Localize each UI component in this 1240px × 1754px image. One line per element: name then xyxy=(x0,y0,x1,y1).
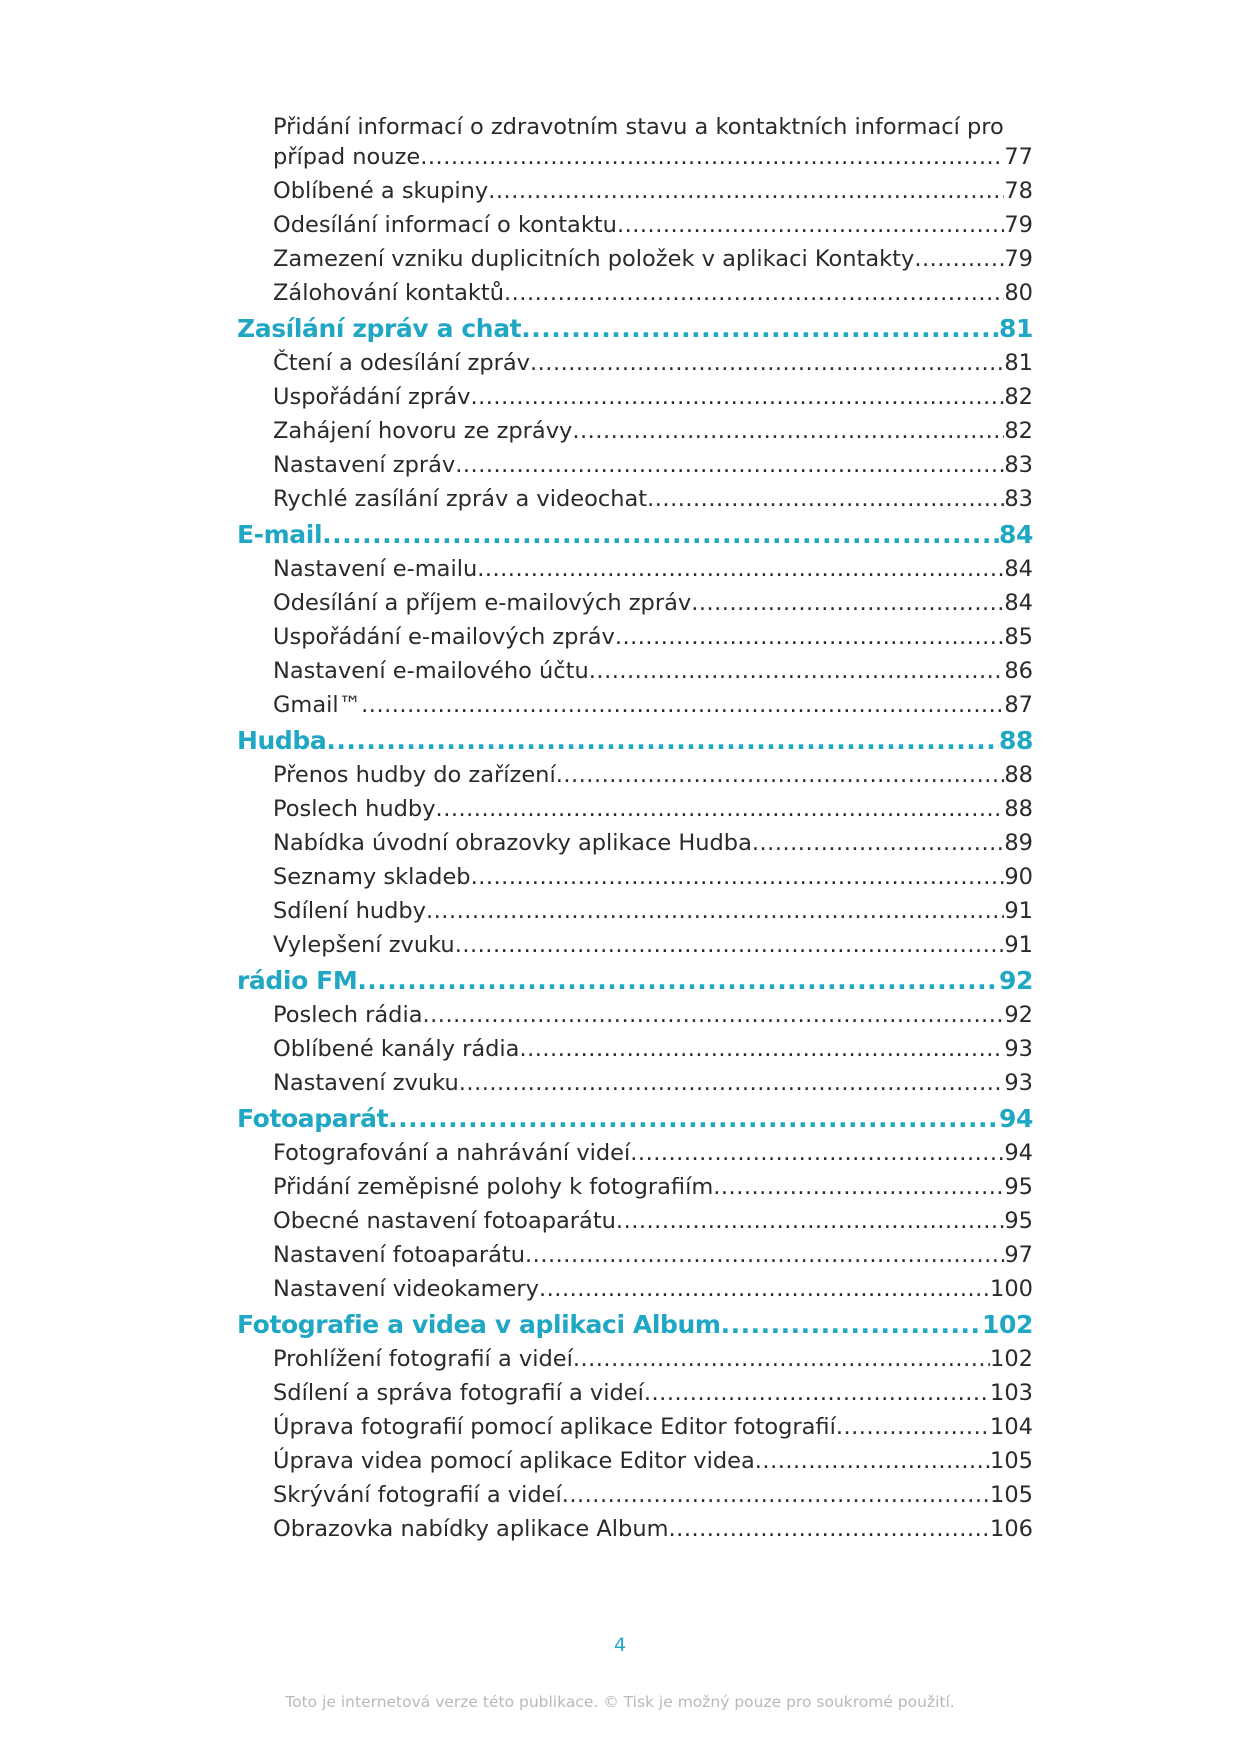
toc-entry-page: 82 xyxy=(1004,384,1033,410)
toc-entry-label: Poslech hudby xyxy=(273,796,436,822)
toc-entry-label: Zasílání zpráv a chat xyxy=(237,314,522,343)
dot-leader xyxy=(914,244,1004,274)
toc-entry-label: Čtení a odesílání zpráv xyxy=(273,350,530,376)
toc-entry-label: Sdílení hudby xyxy=(273,898,426,924)
toc-section-heading[interactable] xyxy=(0,1308,1240,1344)
toc-entry[interactable] xyxy=(0,828,1240,862)
toc-entry-label: Seznamy skladeb xyxy=(273,864,471,890)
toc-entry[interactable] xyxy=(0,244,1240,278)
toc-entry-page: 102 xyxy=(982,1310,1033,1339)
dot-leader xyxy=(572,416,1004,446)
dot-leader xyxy=(423,1000,1005,1030)
toc-entry-page: 91 xyxy=(1004,932,1033,958)
toc-entry-label: Nastavení e-mailu xyxy=(273,556,478,582)
toc-entry-label: Uspořádání zpráv xyxy=(273,384,471,410)
dot-leader xyxy=(471,862,1005,892)
toc-entry[interactable] xyxy=(0,588,1240,622)
toc-entry[interactable] xyxy=(0,656,1240,690)
toc-entry-label: Vylepšení zvuku xyxy=(273,932,455,958)
toc-entry-label: Gmail™ xyxy=(273,692,362,718)
toc-entry-page: 81 xyxy=(1004,350,1033,376)
toc-entry[interactable] xyxy=(0,1000,1240,1034)
dot-leader xyxy=(755,1446,990,1476)
toc-entry-page: 89 xyxy=(1004,830,1033,856)
toc-entry[interactable] xyxy=(0,622,1240,656)
toc-entry-page: 84 xyxy=(1004,556,1033,582)
toc-entry-page: 88 xyxy=(999,726,1033,755)
dot-leader xyxy=(589,656,1005,686)
toc-entry-label: Nastavení fotoaparátu xyxy=(273,1242,526,1268)
toc-entry-label: Přenos hudby do zařízení xyxy=(273,762,556,788)
toc-entry-label: Přidání zeměpisné polohy k fotografiím xyxy=(273,1174,714,1200)
toc-entry-page: 79 xyxy=(1004,246,1033,272)
toc-entry[interactable] xyxy=(0,862,1240,896)
toc-entry[interactable] xyxy=(0,1446,1240,1480)
toc-entry-page: 95 xyxy=(1004,1174,1033,1200)
toc-entry-page: 105 xyxy=(990,1448,1033,1474)
dot-leader xyxy=(357,964,999,998)
toc-entry[interactable] xyxy=(0,1378,1240,1412)
toc-entry-label: Oblíbené a skupiny xyxy=(273,178,489,204)
dot-leader xyxy=(752,828,1004,858)
toc-entry-page: 79 xyxy=(1004,212,1033,238)
dot-leader xyxy=(326,724,999,758)
toc-entry[interactable] xyxy=(0,382,1240,416)
toc-entry-label: Uspořádání e-mailových zpráv xyxy=(273,624,615,650)
toc-entry[interactable] xyxy=(0,416,1240,450)
toc-entry-page: 94 xyxy=(1004,1140,1033,1166)
toc-entry-page: 83 xyxy=(1004,486,1033,512)
toc-entry[interactable] xyxy=(0,896,1240,930)
toc-entry-page: 104 xyxy=(990,1414,1033,1440)
dot-leader xyxy=(322,518,999,552)
dot-leader xyxy=(630,1138,1004,1168)
toc-entry-label: Odesílání a příjem e-mailových zpráv xyxy=(273,590,692,616)
toc-entry-label: Zálohování kontaktů xyxy=(273,280,504,306)
toc-entry-page: 78 xyxy=(1004,178,1033,204)
toc-entry-page: 87 xyxy=(1004,692,1033,718)
dot-leader xyxy=(455,930,1005,960)
toc-entry-label: Zahájení hovoru ze zprávy xyxy=(273,418,573,444)
toc-entry[interactable] xyxy=(0,1206,1240,1240)
toc-entry-label: případ nouze xyxy=(273,144,421,170)
toc-entry-page: 81 xyxy=(999,314,1033,343)
toc-entry[interactable] xyxy=(0,112,1240,176)
toc-section-heading[interactable] xyxy=(0,964,1240,1000)
toc-entry-label: Prohlížení fotografií a videí xyxy=(273,1346,573,1372)
toc-entry-label: Nastavení zpráv xyxy=(273,452,456,478)
toc-entry-label: Úprava fotografií pomocí aplikace Editor fotografií xyxy=(273,1414,836,1440)
toc-entry-label: Nastavení e-mailového účtu xyxy=(273,658,589,684)
dot-leader xyxy=(691,588,1004,618)
toc-entry-label: Sdílení a správa fotografií a videí xyxy=(273,1380,644,1406)
toc-entry-page: 94 xyxy=(999,1104,1033,1133)
dot-leader xyxy=(556,760,1005,790)
toc-entry-page: 82 xyxy=(1004,418,1033,444)
toc-entry-label: Nabídka úvodní obrazovky aplikace Hudba xyxy=(273,830,752,856)
toc-entry[interactable] xyxy=(0,484,1240,518)
toc-entry[interactable] xyxy=(0,450,1240,484)
dot-leader xyxy=(519,1034,1004,1064)
toc-entry-page: 80 xyxy=(1004,280,1033,306)
dot-leader xyxy=(562,1480,990,1510)
toc-entry-page: 93 xyxy=(1004,1070,1033,1096)
toc-entry-label: Odesílání informací o kontaktu xyxy=(273,212,617,238)
toc-entry[interactable] xyxy=(0,210,1240,244)
toc-entry[interactable] xyxy=(0,1344,1240,1378)
dot-leader xyxy=(616,1206,1004,1236)
toc-entry[interactable] xyxy=(0,1068,1240,1102)
toc-entry-page: 95 xyxy=(1004,1208,1033,1234)
toc-entry-page: 106 xyxy=(990,1516,1033,1542)
toc-entry-label: Zamezení vzniku duplicitních položek v aplikaci Kontakty xyxy=(273,246,915,272)
dot-leader xyxy=(644,1378,990,1408)
toc-entry-label: Nastavení videokamery xyxy=(273,1276,539,1302)
dot-leader xyxy=(721,1308,982,1342)
toc-section-heading[interactable] xyxy=(0,518,1240,554)
toc-entry-page: 93 xyxy=(1004,1036,1033,1062)
toc-section-heading[interactable] xyxy=(0,1102,1240,1138)
toc-section-heading[interactable] xyxy=(0,312,1240,348)
dot-leader xyxy=(669,1514,991,1544)
dot-leader xyxy=(525,1240,1004,1270)
dot-leader xyxy=(521,312,999,346)
toc-entry[interactable] xyxy=(0,1138,1240,1172)
toc-entry[interactable] xyxy=(0,176,1240,210)
page-number: 4 xyxy=(613,1634,627,1656)
toc-entry[interactable] xyxy=(0,930,1240,964)
toc-entry[interactable] xyxy=(0,794,1240,828)
dot-leader xyxy=(361,690,1004,720)
footer-note: Toto je internetová verze této publikace. © Tisk je možný pouze pro soukromé použití. xyxy=(285,1693,955,1711)
toc-entry-label: Nastavení zvuku xyxy=(273,1070,459,1096)
toc-entry[interactable] xyxy=(0,278,1240,312)
toc-entry-label: Poslech rádia xyxy=(273,1002,423,1028)
dot-leader xyxy=(477,554,1004,584)
toc-entry-page: 77 xyxy=(1004,144,1033,170)
dot-leader xyxy=(530,348,1004,378)
toc-entry[interactable] xyxy=(0,1172,1240,1206)
toc-entry-label: Hudba xyxy=(237,726,327,755)
toc-entry-label: Fotografie a videa v aplikaci Album xyxy=(237,1310,721,1339)
dot-leader xyxy=(488,176,1004,206)
toc-entry[interactable] xyxy=(0,690,1240,724)
toc-entry-page: 85 xyxy=(1004,624,1033,650)
dot-leader xyxy=(647,484,1004,514)
toc-entry-page: 91 xyxy=(1004,898,1033,924)
toc-entry[interactable] xyxy=(0,1514,1240,1548)
toc-entry-page: 100 xyxy=(990,1276,1033,1302)
toc-entry-page: 86 xyxy=(1004,658,1033,684)
dot-leader xyxy=(459,1068,1005,1098)
toc-entry[interactable] xyxy=(0,1034,1240,1068)
toc-entry-label: Rychlé zasílání zpráv a videochat xyxy=(273,486,648,512)
toc-entry-page: 97 xyxy=(1004,1242,1033,1268)
toc-entry[interactable] xyxy=(0,1240,1240,1274)
toc-entry-label: Oblíbené kanály rádia xyxy=(273,1036,520,1062)
toc-entry[interactable] xyxy=(0,1412,1240,1446)
toc-entry-page: 92 xyxy=(1004,1002,1033,1028)
toc-entry-label-line1: Přidání informací o zdravotním stavu a kontaktních informací pro xyxy=(273,114,1004,140)
toc-entry-page: 84 xyxy=(999,520,1033,549)
toc-entry[interactable] xyxy=(0,1274,1240,1308)
toc-entry-label: Skrývání fotografií a videí xyxy=(273,1482,562,1508)
dot-leader xyxy=(426,896,1004,926)
toc-entry-page: 103 xyxy=(990,1380,1033,1406)
toc-entry-label: Obrazovka nabídky aplikace Album xyxy=(273,1516,669,1542)
dot-leader xyxy=(436,794,1005,824)
table-of-contents xyxy=(0,112,1240,1548)
toc-entry[interactable] xyxy=(0,554,1240,588)
dot-leader xyxy=(713,1172,1004,1202)
toc-entry-page: 90 xyxy=(1004,864,1033,890)
toc-entry-label: rádio FM xyxy=(237,966,358,995)
toc-entry[interactable] xyxy=(0,1480,1240,1514)
toc-entry-label: Úprava videa pomocí aplikace Editor videa xyxy=(273,1448,755,1474)
toc-entry-label: E-mail xyxy=(237,520,323,549)
dot-leader xyxy=(455,450,1004,480)
toc-entry-page: 88 xyxy=(1004,796,1033,822)
toc-entry-page: 88 xyxy=(1004,762,1033,788)
toc-entry-page: 92 xyxy=(999,966,1033,995)
toc-entry-label: Fotoaparát xyxy=(237,1104,389,1133)
toc-entry-page: 83 xyxy=(1004,452,1033,478)
dot-leader xyxy=(573,1344,990,1374)
dot-leader xyxy=(388,1102,999,1136)
dot-leader xyxy=(420,142,1004,172)
dot-leader xyxy=(617,210,1004,240)
dot-leader xyxy=(615,622,1005,652)
dot-leader xyxy=(504,278,1004,308)
toc-entry[interactable] xyxy=(0,348,1240,382)
dot-leader xyxy=(539,1274,990,1304)
dot-leader xyxy=(470,382,1004,412)
toc-entry-page: 105 xyxy=(990,1482,1033,1508)
toc-entry-label: Obecné nastavení fotoaparátu xyxy=(273,1208,616,1234)
toc-entry-page: 84 xyxy=(1004,590,1033,616)
toc-entry-label: Fotografování a nahrávání videí xyxy=(273,1140,631,1166)
toc-section-heading[interactable] xyxy=(0,724,1240,760)
toc-entry-page: 102 xyxy=(990,1346,1033,1372)
dot-leader xyxy=(836,1412,990,1442)
toc-entry[interactable] xyxy=(0,760,1240,794)
